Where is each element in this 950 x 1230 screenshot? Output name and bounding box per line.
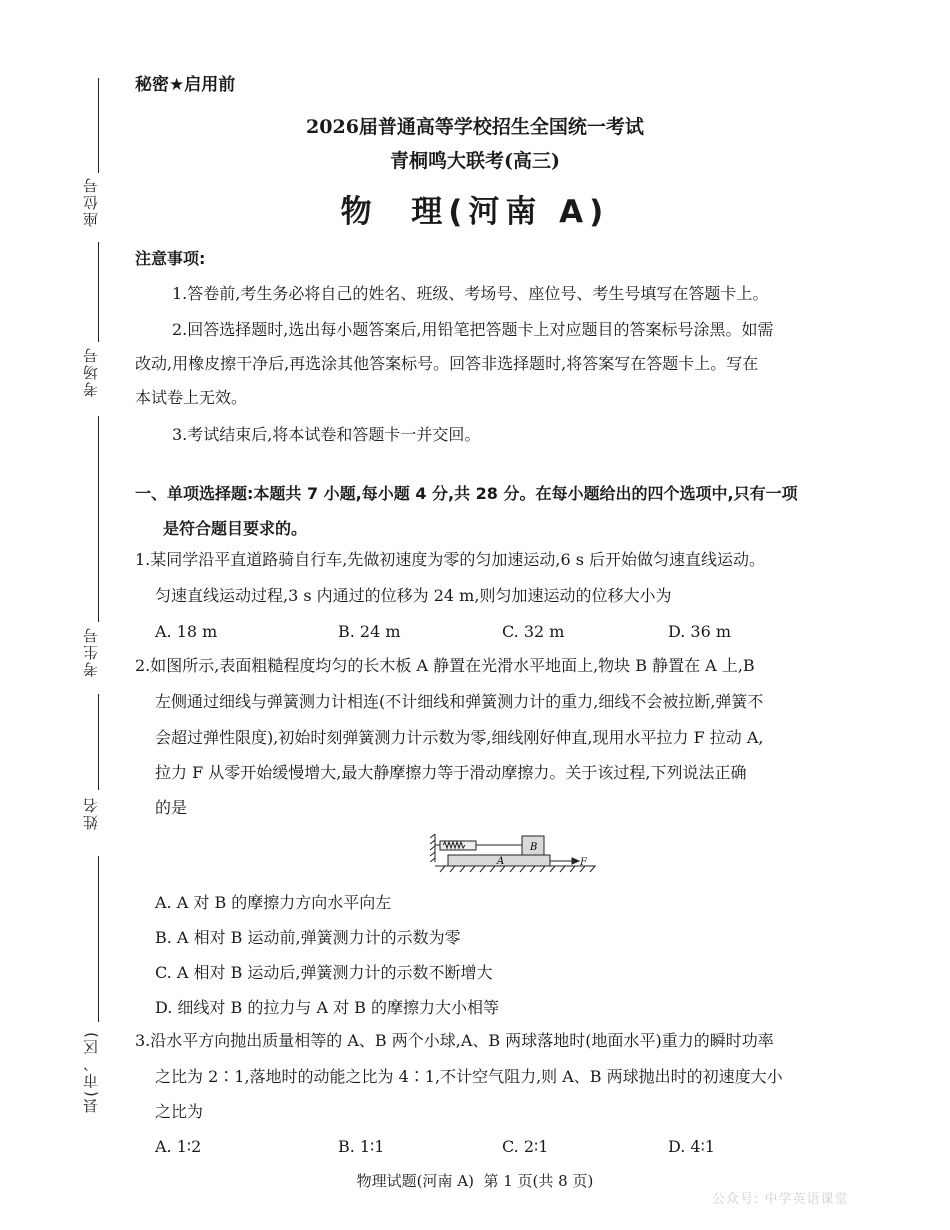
question-1-option-b: B. 24 m <box>338 622 401 641</box>
notes-heading: 注意事项: <box>135 249 206 268</box>
question-2-option-a: A. A 对 B 的摩擦力方向水平向左 <box>155 893 392 912</box>
question-3-line-1: 3.沿水平方向抛出质量相等的 A、B 两个小球,A、B 两球落地时(地面水平)重力的瞬时功率 <box>135 1031 774 1050</box>
margin-line-4 <box>98 694 99 790</box>
question-1-option-a: A. 18 m <box>155 622 218 641</box>
block-b <box>522 836 544 855</box>
question-3-option-b: B. 1∶1 <box>338 1137 385 1156</box>
question-3-option-a: A. 1∶2 <box>155 1137 202 1156</box>
margin-field-county: 县(市、区) <box>82 1030 100 1114</box>
question-1-line-1: 1.某同学沿平直道路骑自行车,先做初速度为零的匀加速运动,6 s 后开始做匀速直线运动。 <box>135 550 766 569</box>
question-3-line-3: 之比为 <box>155 1102 204 1121</box>
spring-board-diagram <box>430 832 600 876</box>
question-1-option-d: D. 36 m <box>668 622 732 641</box>
spring-balance <box>435 841 522 850</box>
question-3-option-c: C. 2∶1 <box>502 1137 549 1156</box>
question-2-line-4: 拉力 F 从零开始缓慢增大,最大静摩擦力等于滑动摩擦力。关于该过程,下列说法正确 <box>155 763 747 782</box>
notes-line-4: 本试卷上无效。 <box>135 388 248 407</box>
notes-line-3: 改动,用橡皮擦干净后,再选涂其他答案标号。回答非选择题时,将答案写在答题卡上。写在 <box>135 354 759 373</box>
question-2-line-1: 2.如图所示,表面粗糙程度均匀的长木板 A 静置在光滑水平地面上,物块 B 静置在 A 上,B <box>135 656 755 675</box>
page-footer: 物理试题(河南 A) 第 1 页(共 8 页) <box>356 1172 594 1190</box>
notes-line-1: 1.答卷前,考生务必将自己的姓名、班级、考场号、座位号、考生号填写在答题卡上。 <box>172 284 769 303</box>
question-1-line-2: 匀速直线运动过程,3 s 内通过的位移为 24 m,则匀加速运动的位移大小为 <box>155 586 672 605</box>
question-1-option-c: C. 32 m <box>502 622 565 641</box>
force-label: F <box>580 857 587 868</box>
section-heading-cont: 是符合题目要求的。 <box>163 519 308 538</box>
question-2-line-5: 的是 <box>155 798 188 817</box>
confidential-mark: 秘密★启用前 <box>135 75 236 95</box>
ground <box>435 866 596 872</box>
exam-title: 2026届普通高等学校招生全国统一考试 <box>306 116 644 138</box>
notes-line-2: 2.回答选择题时,选出每小题答案后,用铅笔把答题卡上对应题目的答案标号涂黑。如需 <box>172 320 774 339</box>
wall <box>430 834 435 862</box>
question-3-line-2: 之比为 2∶1,落地时的动能之比为 4∶1,不计空气阻力,则 A、B 两球抛出时的初速度大小 <box>155 1067 783 1086</box>
margin-line-5 <box>98 856 99 1022</box>
margin-field-seat: 座位号 <box>82 176 100 227</box>
margin-field-candidate-number: 考生号 <box>82 626 100 677</box>
question-3-option-d: D. 4∶1 <box>668 1137 715 1156</box>
board-a <box>448 855 550 867</box>
question-2-line-3: 会超过弹性限度),初始时刻弹簧测力计示数为零,细线刚好伸直,现用水平拉力 F 拉动 A, <box>155 728 764 747</box>
question-2-line-2: 左侧通过细线与弹簧测力计相连(不计细线和弹簧测力计的重力,细线不会被拉断,弹簧不 <box>155 692 764 711</box>
margin-line-3 <box>98 416 99 622</box>
exam-subtitle: 青桐鸣大联考(高三) <box>390 150 560 172</box>
section-heading: 一、单项选择题:本题共 7 小题,每小题 4 分,共 28 分。在每小题给出的四个选项中,只有一项 <box>135 484 798 503</box>
question-2-option-c: C. A 相对 B 运动后,弹簧测力计的示数不断增大 <box>155 963 493 982</box>
block-b-label: B <box>530 842 538 853</box>
watermark: 公众号: 中学英语课堂 <box>712 1192 849 1207</box>
margin-field-exam-room: 考场号 <box>82 346 100 397</box>
margin-field-name: 姓名 <box>82 796 100 830</box>
notes-line-5: 3.考试结束后,将本试卷和答题卡一并交回。 <box>172 425 481 444</box>
margin-line-2 <box>98 242 99 342</box>
board-a-label: A <box>497 856 505 867</box>
subject-title: 物 理(河南 A) <box>340 194 610 230</box>
question-2-option-b: B. A 相对 B 运动前,弹簧测力计的示数为零 <box>155 928 461 947</box>
question-2-option-d: D. 细线对 B 的拉力与 A 对 B 的摩擦力大小相等 <box>155 998 500 1017</box>
